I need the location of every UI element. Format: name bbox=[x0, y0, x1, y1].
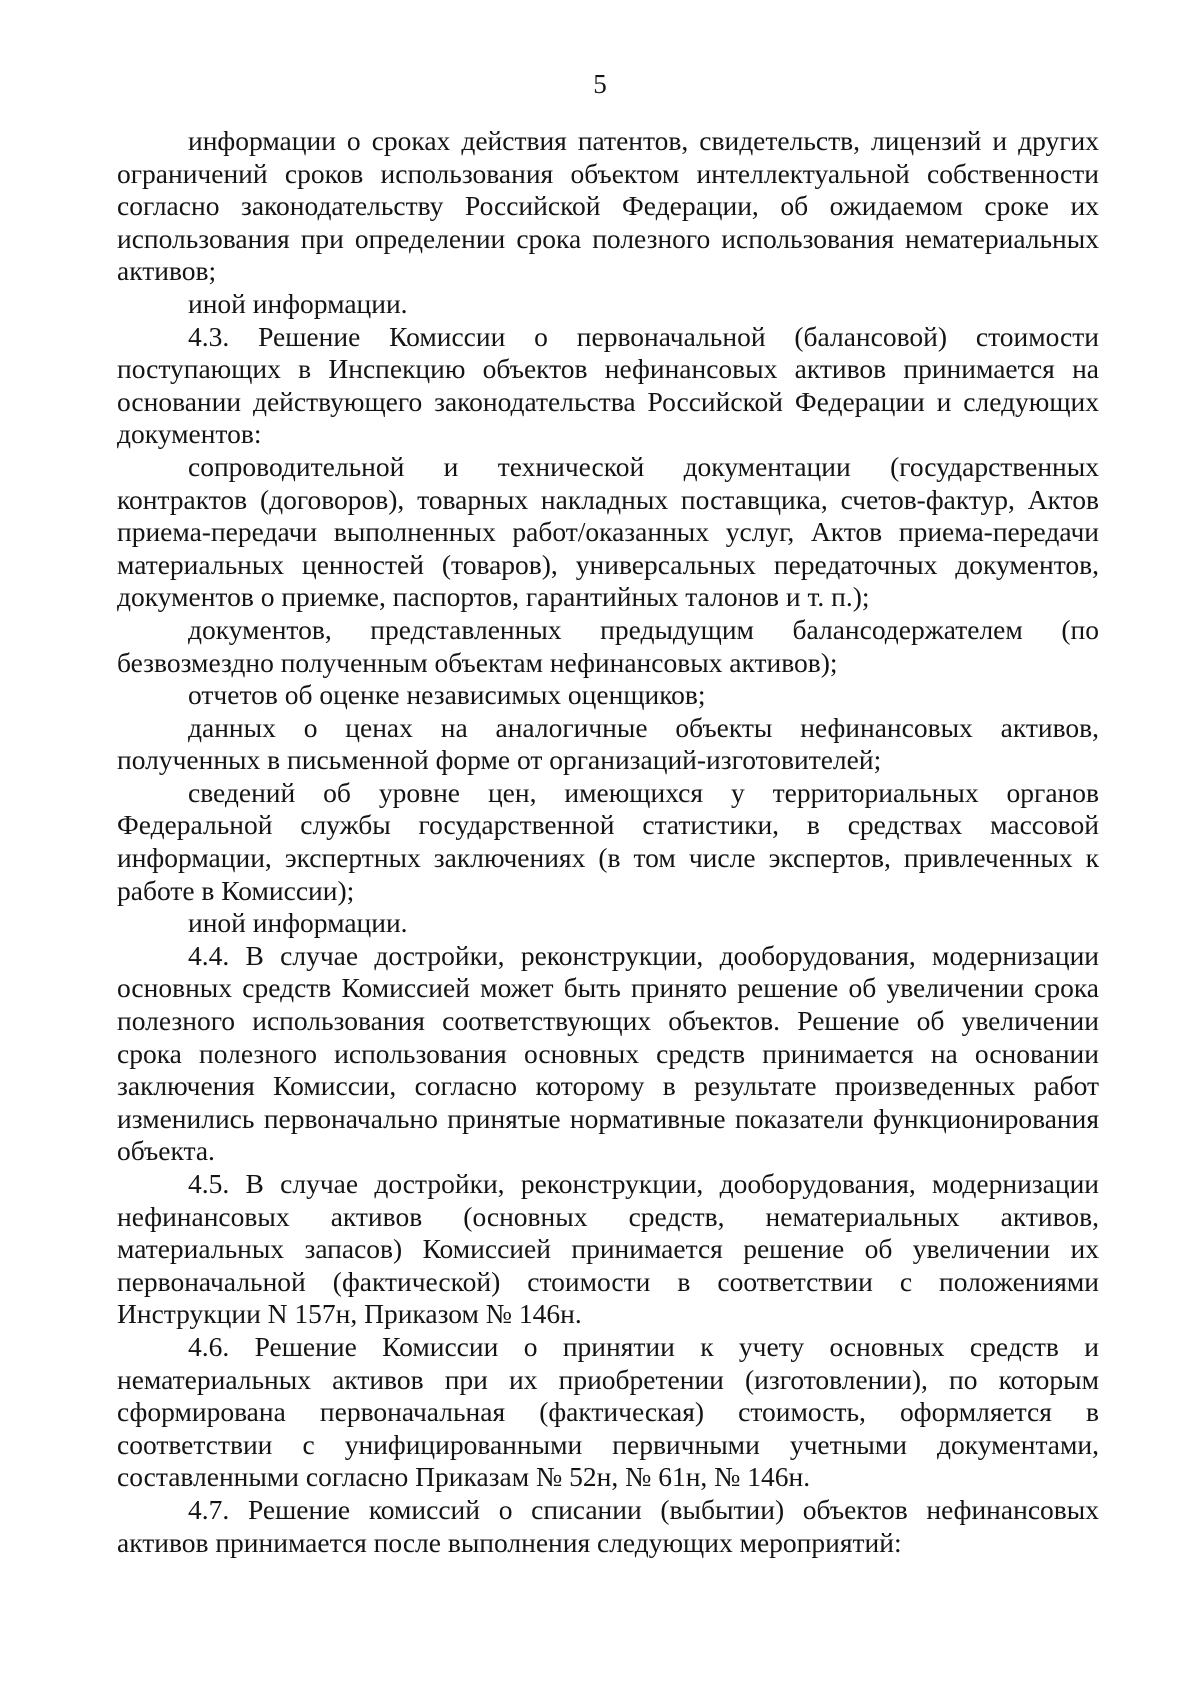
document-body bbox=[117, 125, 1099, 1559]
paragraph-ip-info: информации о сроках действия патентов, свидетельств, лицензий и других ограничений сроков использования объектом интеллектуальной собственности согласно законодательству Российской Федерации, об ожидаемом сроке их использования при определении срока полезного использования нематериальных активов; bbox=[117, 125, 1099, 287]
paragraph-accompanying-docs: сопроводительной и технической документации (государственных контрактов (договоров), товарных накладных поставщика, счетов-фактур, Актов приема-передачи выполненных работ/оказанных услуг, Актов приема-передачи материальных ценностей (товаров), универсальных передаточных документов, документов о приемке, паспортов, гарантийных талонов и т. п.); bbox=[117, 450, 1099, 613]
paragraph-4-4: 4.4. В случае достройки, реконструкции, дооборудования, модернизации основных средств Комиссией может быть принято решение об увеличении срока полезного использования соответствующих объектов. Решение об увеличении срока полезного использования основных средств принимается на основании заключения Комиссии, согласно которому в результате произведенных работ изменились первоначально принятые нормативные показатели функционирования объекта. bbox=[117, 939, 1099, 1167]
paragraph-4-6: 4.6. Решение Комиссии о принятии к учету основных средств и нематериальных активов при их приобретении (изготовлении), по которым сформирована первоначальная (фактическая) стоимость, оформляется в соответствии с унифицированными первичными учетными документами, составленными согласно Приказам № 52н, № 61н, № 146н. bbox=[117, 1330, 1099, 1493]
paragraph-4-3: 4.3. Решение Комиссии о первоначальной (балансовой) стоимости поступающих в Инспекцию объектов нефинансовых активов принимается на основании действующего законодательства Российской Федерации и следующих документов: bbox=[117, 320, 1099, 450]
paragraph-previous-holder-docs: документов, представленных предыдущим балансодержателем (по безвозмездно полученным объектам нефинансовых активов); bbox=[117, 613, 1099, 678]
paragraph-price-level-info: сведений об уровне цен, имеющихся у территориальных органов Федеральной службы государственной статистики, в средствах массовой информации, экспертных заключениях (в том числе экспертов, привлеченных к работе в Комиссии); bbox=[117, 776, 1099, 906]
paragraph-4-5: 4.5. В случае достройки, реконструкции, дооборудования, модернизации нефинансовых активов (основных средств, нематериальных активов, материальных запасов) Комиссией принимается решение об увеличении их первоначальной (фактической) стоимости в соответствии с положениями Инструкции N 157н, Приказом № 146н. bbox=[117, 1168, 1099, 1330]
paragraph-other-info: иной информации. bbox=[188, 287, 408, 319]
paragraph-appraiser-reports: отчетов об оценке независимых оценщиков; bbox=[188, 679, 706, 711]
page-number: 5 bbox=[593, 69, 607, 99]
paragraph-manufacturer-prices: данных о ценах на аналогичные объекты нефинансовых активов, полученных в письменной форме от организаций-изготовителей; bbox=[117, 711, 1099, 776]
paragraph-other-info-2: иной информации. bbox=[188, 907, 408, 939]
paragraph-4-7: 4.7. Решение комиссий о списании (выбытии) объектов нефинансовых активов принимается после выполнения следующих мероприятий: bbox=[117, 1493, 1099, 1558]
